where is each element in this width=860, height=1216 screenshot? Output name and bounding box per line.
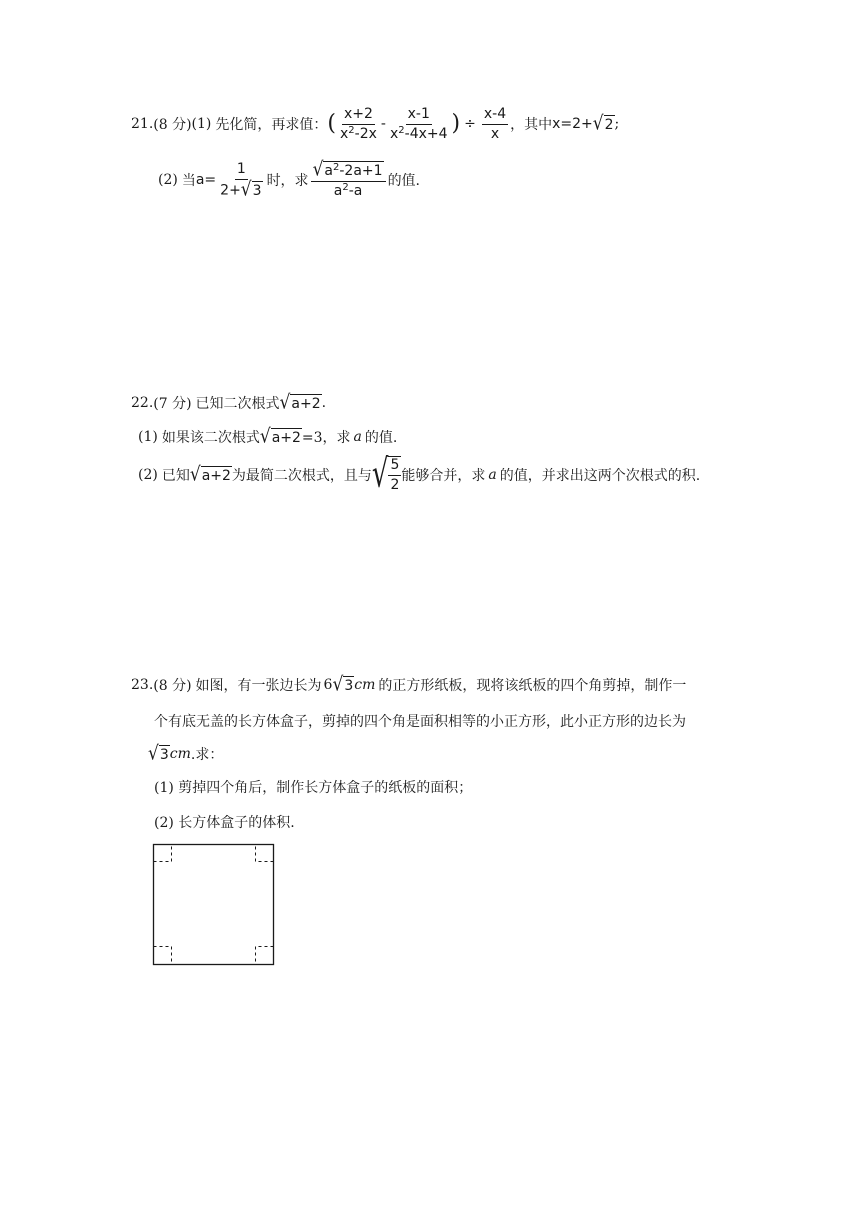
q23-line3: [148, 741, 223, 767]
q21-number: 21.: [131, 116, 154, 132]
q22-part1: [138, 424, 397, 450]
q23-points: (8 分): [153, 678, 192, 694]
square-cardboard-diagram: [152, 843, 276, 967]
divide-sign: ÷: [464, 116, 476, 132]
q21-part2-text-c: 的值.: [387, 173, 421, 189]
q23-part1: [154, 775, 472, 799]
q23-line1-b: 的正方形纸板，现将该纸板的四个角剪掉，制作一: [378, 678, 687, 694]
q21-line2: [158, 158, 420, 202]
q22-p2-text-a: 已知: [161, 468, 190, 484]
q23-line2-text: 个有底无盖的长方体盒子，剪掉的四个角是面积相等的小正方形，此小正方形的边长为: [154, 714, 686, 730]
variable-a: a: [353, 429, 362, 445]
sqrt-a-plus-2: √ a+2: [279, 390, 321, 414]
fraction-5: [311, 157, 386, 200]
sqrt-3: √ 3: [148, 741, 169, 765]
a-equals: a=: [195, 172, 217, 188]
fraction-3-numerator: x-4: [482, 106, 508, 125]
sqrt-a-plus-2: √ a+2: [189, 462, 231, 486]
fraction-3: [482, 106, 508, 143]
coefficient: 6: [323, 677, 333, 693]
fraction-2: [388, 106, 450, 143]
q21-points: (8 分): [153, 117, 192, 133]
right-paren: ): [451, 111, 461, 136]
q22-p2-text-c: 能够合并，求: [401, 468, 486, 484]
q22-p2-text-b: 为最简二次根式，且与: [231, 468, 372, 484]
q21-part2-text-a: 当: [181, 173, 196, 189]
q22-p2-text-d: 的值，并求出这两个次根式的积.: [499, 468, 701, 484]
q23-part2: [154, 810, 295, 834]
q22-p1-text-a: 如果该二次根式: [161, 430, 260, 446]
q22-p1-eq: =3，求: [301, 430, 351, 446]
q21-condition-text: ，其中: [510, 117, 553, 133]
fraction-4-numerator: 1: [235, 161, 248, 180]
q23-line1-a: 如图，有一张边长为: [195, 678, 322, 694]
q22-line1: [131, 390, 326, 416]
fraction-4-denominator: 2+ √ 3: [220, 177, 262, 201]
q23-line3-end: .求：: [190, 747, 224, 763]
variable-a: a: [488, 467, 497, 483]
q22-intro: 已知二次根式: [195, 396, 280, 412]
q22-p2-label: (2): [138, 467, 158, 483]
fraction-1: [338, 106, 379, 143]
q21-condition-expr: x=2+: [552, 116, 593, 132]
q22-points: (7 分): [153, 396, 192, 412]
fraction-2-numerator: x-1: [406, 106, 432, 125]
left-paren: (: [327, 111, 336, 136]
fraction-3-denominator: x: [490, 125, 500, 142]
q22-intro-end: .: [321, 395, 327, 411]
q22-p1-label: (1): [138, 429, 158, 445]
q23-line2: [154, 708, 686, 734]
q23-p1-text: (1) 剪掉四个角后，制作长方体盒子的纸板的面积；: [154, 780, 473, 796]
sqrt-five-halves: √ $\frac{5}{2}$: [371, 452, 400, 497]
fraction-1-denominator: $x^2-2x$: [339, 124, 377, 142]
sqrt-2: √ 2: [592, 111, 614, 135]
fraction-2-denominator: $x^2-4x+4$: [389, 124, 448, 142]
q23-number: 23.: [131, 677, 154, 693]
q23-line1: [131, 672, 686, 698]
fraction-5-denominator: $a^2-a$: [333, 181, 363, 199]
q21-part2-text-b: 时，求: [266, 173, 309, 189]
q21-line1: [131, 103, 619, 145]
fraction-5-numerator: √ $a^2-2a+1$: [311, 161, 386, 182]
sqrt-3: √ 3: [332, 672, 354, 696]
q23-p2-text: (2) 长方体盒子的体积.: [154, 815, 295, 831]
q21-condition-end: ;: [614, 116, 620, 132]
unit-cm: cm: [169, 746, 191, 762]
q21-part1-label: (1): [191, 116, 212, 132]
fraction-1-numerator: x+2: [342, 106, 375, 125]
unit-cm: cm: [354, 677, 376, 693]
q22-part2: [138, 454, 700, 496]
q22-p1-text-b: 的值.: [364, 430, 398, 446]
fraction-4: [218, 161, 264, 200]
minus-sign: -: [380, 116, 386, 132]
q21-part1-text: 先化简，再求值：: [215, 117, 328, 133]
q22-number: 22.: [131, 395, 154, 411]
q21-part2-label: (2): [158, 172, 178, 188]
sqrt-a-plus-2: √ a+2: [259, 424, 301, 448]
